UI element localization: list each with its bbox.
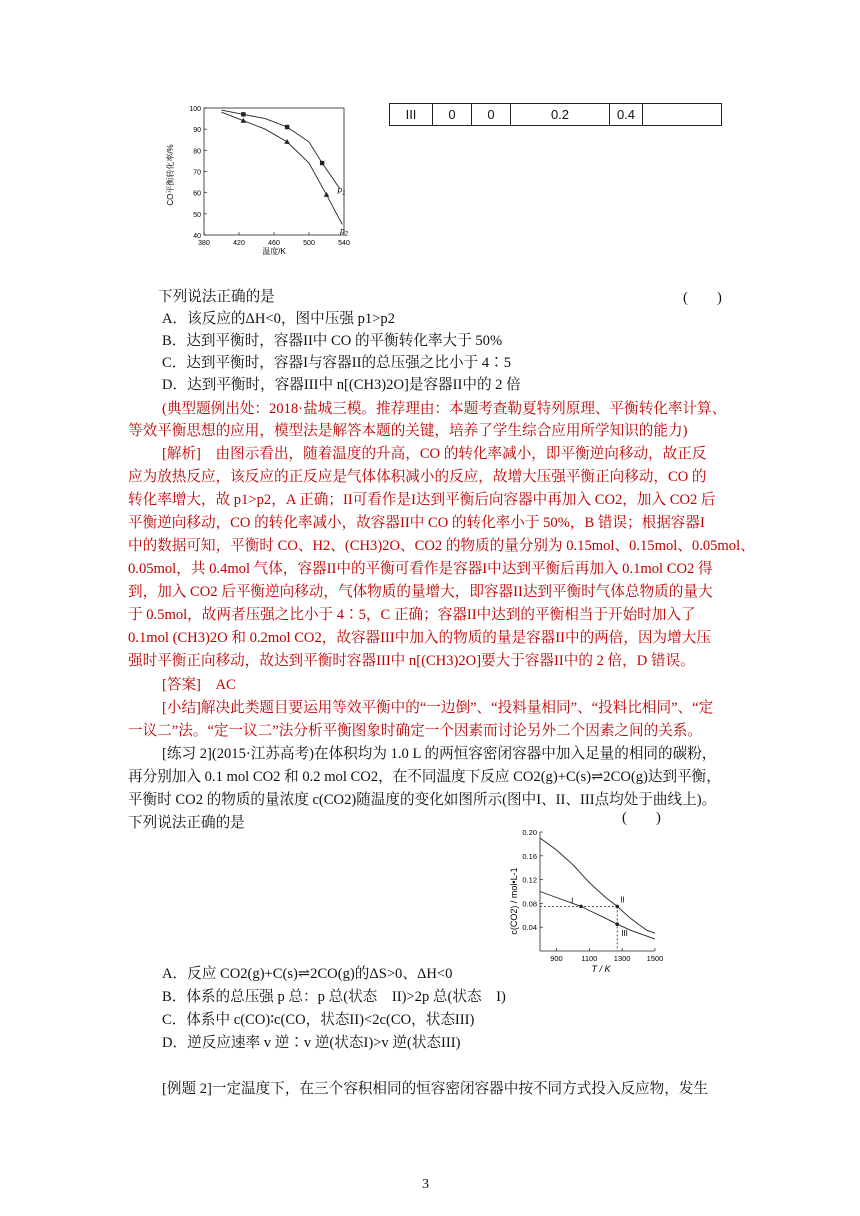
x-tick-label: 900 bbox=[550, 954, 563, 963]
example-text: [例题 2]一定温度下，在三个容积相同的恒容密闭容器中按不同方式投入反应物，发生 bbox=[162, 1081, 709, 1097]
plot-frame bbox=[204, 108, 344, 235]
option-d: D．达到平衡时，容器III中 n[(CH3)2O]是容器II中的 2 倍 bbox=[162, 377, 521, 393]
option-b: B．体系的总压强 p 总：p 总(状态 II)>2p 总(状态 I) bbox=[162, 989, 506, 1005]
source-note: 等效平衡思想的应用，模型法是解答本题的关键，培养了学生综合应用所学知识的能力) bbox=[128, 423, 688, 439]
exercise-text: 平衡时 CO2 的物质的量浓度 c(CO2)随温度的变化如图所示(图中I、II、III点均处于曲线上)。 bbox=[128, 792, 717, 808]
table-cell: 0 bbox=[472, 104, 511, 126]
y-tick-label: 0.16 bbox=[522, 851, 537, 861]
table-row bbox=[390, 104, 722, 126]
analysis-text: 强时平衡正向移动，故达到平衡时容器III中 n[(CH3)2O]要大于容器II中的 2 倍，D 错误。 bbox=[128, 653, 695, 669]
chart2-xlabel: T / K bbox=[591, 964, 611, 974]
x-tick-label: 420 bbox=[233, 240, 245, 247]
y-tick-label: 90 bbox=[193, 127, 201, 135]
state-point bbox=[615, 905, 619, 909]
y-tick-label: 70 bbox=[193, 169, 201, 177]
y-tick-label: 40 bbox=[193, 233, 201, 240]
chart1-xlabel: 温度/K bbox=[262, 247, 286, 256]
analysis-text: 0.1mol (CH3)2O 和 0.2mol CO2，故容器III中加入的物质的量是容器II中的两倍，因为增大压 bbox=[128, 630, 711, 646]
data-point-square bbox=[285, 125, 289, 129]
y-tick-label: 60 bbox=[193, 190, 201, 198]
y-tick-label: 0.12 bbox=[522, 875, 537, 885]
exercise-text: [练习 2](2015·江苏高考)在体积均为 1.0 L 的两恒容密闭容器中加入足量的相同的碳粉， bbox=[162, 746, 717, 762]
y-tick-label: 100 bbox=[189, 106, 201, 113]
data-table bbox=[389, 103, 722, 126]
option-b: B．达到平衡时，容器II中 CO 的平衡转化率大于 50% bbox=[162, 333, 503, 349]
table-cell bbox=[643, 104, 722, 126]
source-note: (典型题例出处：2018·盐城三模。推荐理由：本题考查勒夏特列原理、平衡转化率计算、 bbox=[162, 401, 727, 417]
x-tick-label: 460 bbox=[268, 240, 280, 247]
x-tick-label: 1100 bbox=[581, 954, 598, 963]
state-point-label: I bbox=[571, 896, 574, 906]
concentration-chart bbox=[505, 826, 665, 976]
y-tick-label: 50 bbox=[193, 211, 201, 219]
chart1-plot bbox=[189, 106, 350, 247]
analysis-text: 平衡逆向移动，CO 的转化率减小，故容器II中 CO 的转化率小于 50%，B 错误；根据容器I bbox=[128, 515, 705, 531]
analysis-text: 于 0.5mol，故两者压强之比小于 4∶5，C 正确；容器II中达到的平衡相当于开始时加入了 bbox=[128, 607, 696, 623]
state-point bbox=[615, 922, 619, 926]
option-c: C．体系中 c(CO)∶c(CO，状态II)<2c(CO，状态III) bbox=[162, 1012, 475, 1028]
x-tick-label: 540 bbox=[338, 240, 350, 247]
conversion-chart bbox=[160, 100, 350, 260]
analysis-text: 0.05mol，共 0.4mol 气体，容器II中的平衡可看作是容器I中达到平衡后再加入 0.1mol CO2 得 bbox=[128, 561, 713, 577]
table-cell: 0 bbox=[433, 104, 472, 126]
series-label: $p_1$ bbox=[337, 185, 346, 197]
chart2-ylabel: c(CO2) / mol•L-1 bbox=[509, 867, 519, 935]
series-line-p2 bbox=[222, 112, 346, 224]
state-point bbox=[579, 905, 583, 909]
option-a: A．反应 CO2(g)+C(s)⇌2CO(g)的ΔS>0、ΔH<0 bbox=[162, 966, 453, 982]
series-line bbox=[540, 892, 655, 940]
analysis-text: 应为放热反应，该反应的正反应是气体体积减小的反应，故增大压强平衡正向移动，CO 的 bbox=[128, 469, 707, 485]
table-cell: 0.4 bbox=[610, 104, 643, 126]
analysis-text: 到，加入 CO2 后平衡逆向移动，气体物质的量增大，即容器II达到平衡时气体总物质的量大 bbox=[128, 584, 713, 600]
state-point-label: II bbox=[620, 895, 625, 905]
table-cell: III bbox=[390, 104, 433, 126]
data-point-square bbox=[241, 112, 245, 116]
x-tick-label: 1300 bbox=[613, 954, 631, 963]
series-label-sub: 2 bbox=[344, 231, 349, 238]
analysis-text: [解析] 由图示看出，随着温度的升高，CO 的转化率减小，即平衡逆向移动，故正反 bbox=[162, 446, 707, 462]
analysis-text: 转化率增大，故 p1>p2，A 正确；II可看作是I达到平衡后向容器中再加入 CO2，加入 CO2 后 bbox=[128, 492, 716, 508]
table-cell: 0.2 bbox=[511, 104, 610, 126]
answer-text: [答案] AC bbox=[162, 677, 236, 693]
x-tick-label: 380 bbox=[198, 240, 210, 247]
state-point-label: III bbox=[621, 929, 628, 939]
answer-blank: ( ) bbox=[683, 290, 722, 306]
data-point-triangle bbox=[284, 139, 290, 144]
series-line-p1 bbox=[222, 110, 340, 188]
exercise-text: 再分别加入 0.1 mol CO2 和 0.2 mol CO2，在不同温度下反应 CO2(g)+C(s)⇌2CO(g)达到平衡， bbox=[128, 769, 721, 785]
option-a: A．该反应的ΔH<0，图中压强 p1>p2 bbox=[162, 311, 395, 327]
y-tick-label: 0.04 bbox=[522, 923, 537, 933]
answer-blank: ( ) bbox=[622, 810, 661, 826]
x-tick-label: 500 bbox=[303, 240, 315, 247]
data-point-triangle bbox=[324, 192, 330, 197]
chart1-ylabel: CO平衡转化率/% bbox=[166, 144, 175, 206]
series-label-sub: 1 bbox=[342, 190, 346, 197]
data-point-square bbox=[320, 161, 324, 165]
exercise-text: 下列说法正确的是 bbox=[128, 815, 245, 831]
y-tick-label: 0.08 bbox=[522, 899, 537, 909]
question-stem: 下列说法正确的是 bbox=[158, 289, 275, 305]
option-c: C．达到平衡时，容器I与容器II的总压强之比小于 4∶5 bbox=[162, 355, 512, 371]
y-tick-label: 80 bbox=[193, 148, 201, 156]
page-number: 3 bbox=[422, 1177, 429, 1192]
analysis-text: 中的数据可知，平衡时 CO、H2、(CH3)2O、CO2 的物质的量分别为 0.15mol、0.15mol、0.05mol、 bbox=[128, 538, 755, 554]
x-tick-label: 1500 bbox=[646, 954, 664, 963]
series-line bbox=[540, 838, 655, 933]
y-tick-label: 0.20 bbox=[522, 828, 537, 837]
chart2-plot bbox=[522, 828, 663, 963]
option-d: D．逆反应速率 v 逆∶v 逆(状态I)>v 逆(状态III) bbox=[162, 1035, 461, 1051]
series-label: $p_2$ bbox=[340, 226, 349, 238]
summary-text: [小结]解决此类题目要运用等效平衡中的“一边倒”、“投料量相同”、“投料比相同”、“定 bbox=[162, 700, 714, 716]
summary-text: 一议二”法。“定一议二”法分析平衡图象时确定一个因素而讨论另外二个因素之间的关系。 bbox=[128, 723, 702, 739]
